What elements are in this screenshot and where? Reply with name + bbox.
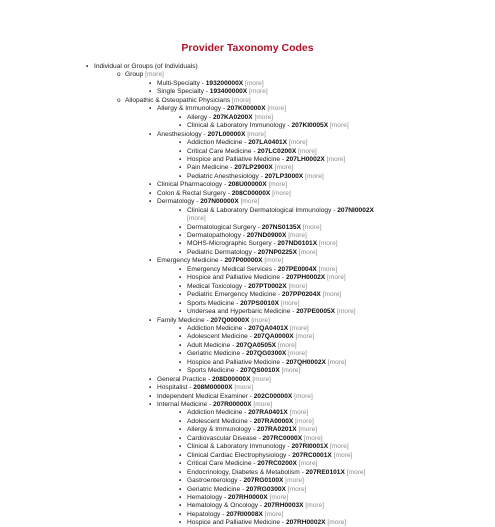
- more-link[interactable]: [more]: [264, 510, 284, 518]
- taxonomy-label: Pediatric Emergency Medicine -: [187, 291, 282, 299]
- taxonomy-label: Sports Medicine -: [187, 367, 241, 375]
- taxonomy-code: 207NP0225X: [257, 248, 297, 256]
- bullet-icon: ▪: [149, 189, 152, 197]
- taxonomy-label: Anesthesiology -: [157, 130, 208, 138]
- taxonomy-code: 207RI0008X: [226, 510, 263, 518]
- taxonomy-label: Independent Medical Examiner -: [157, 392, 254, 400]
- taxonomy-code: 208U00000X: [228, 181, 267, 189]
- bullet-icon: ▪: [149, 384, 152, 392]
- taxonomy-label: Clinical Cardiac Electrophysiology -: [187, 451, 293, 459]
- bullet-icon: ▪: [179, 367, 182, 375]
- bullet-icon: ▪: [179, 510, 182, 518]
- more-link[interactable]: [more]: [327, 274, 346, 282]
- taxonomy-label: Adolescent Medicine -: [187, 333, 254, 341]
- taxonomy-code: 207QA0401X: [248, 324, 289, 332]
- taxonomy-label: Dermatology -: [157, 198, 201, 206]
- taxonomy-label: Adult Medicine -: [187, 341, 237, 349]
- taxonomy-code: 207NS0135X: [261, 223, 301, 231]
- bullet-icon: ▪: [149, 130, 152, 138]
- more-link[interactable]: [more]: [254, 113, 274, 121]
- more-link[interactable]: [more]: [329, 122, 349, 130]
- taxonomy-row: [179, 518, 346, 527]
- taxonomy-code: 207L00000X: [207, 130, 246, 138]
- bullet-icon: ▪: [179, 139, 182, 147]
- more-link[interactable]: [more]: [268, 181, 288, 189]
- more-link[interactable]: [more]: [244, 79, 264, 87]
- taxonomy-code: 202C00000X: [253, 392, 293, 400]
- more-link[interactable]: [more]: [277, 341, 297, 349]
- taxonomy-label: Hospice and Palliative Medicine -: [187, 274, 286, 282]
- taxonomy-code: 207RE0101X: [305, 468, 345, 476]
- taxonomy-code: 207RA0201X: [257, 426, 297, 434]
- taxonomy-code: 207PT0002X: [248, 282, 287, 290]
- bullet-icon: ▪: [179, 434, 182, 442]
- taxonomy-label: Pediatric Anesthesiology -: [187, 172, 265, 180]
- taxonomy-code: 208D00000X: [211, 375, 251, 383]
- bullet-icon: ▪: [149, 79, 152, 87]
- bullet-icon: ▪: [179, 113, 182, 121]
- more-link[interactable]: [more]: [269, 493, 289, 501]
- more-link[interactable]: [more]: [287, 485, 307, 493]
- more-link[interactable]: [more]: [303, 434, 323, 442]
- bullet-icon: ▪: [179, 240, 182, 248]
- taxonomy-code: 207R00000X: [213, 401, 252, 408]
- taxonomy-label: Clinical & Laboratory Immunology -: [187, 443, 292, 451]
- taxonomy-label: General Practice -: [157, 375, 212, 383]
- bullet-icon: ▪: [179, 426, 182, 434]
- taxonomy-code: 207KI0005X: [291, 122, 329, 130]
- bullet-icon: ▪: [179, 308, 182, 316]
- taxonomy-list: [0, 62, 495, 527]
- taxonomy-label: Geriatric Medicine -: [187, 485, 246, 493]
- taxonomy-code: 207Q00000X: [210, 316, 250, 324]
- taxonomy-label: Family Medicine -: [157, 316, 211, 324]
- bullet-icon: ▪: [149, 105, 152, 113]
- taxonomy-code: 207RG0300X: [246, 485, 286, 493]
- taxonomy-label: Cardiovascular Disease -: [187, 434, 263, 442]
- taxonomy-code: 207RC0200X: [257, 460, 297, 468]
- bullet-icon: ▪: [179, 451, 182, 459]
- taxonomy-label: Addiction Medicine -: [187, 139, 249, 147]
- more-link[interactable]: [more]: [298, 426, 318, 434]
- taxonomy-code: 207RG0100X: [243, 477, 284, 485]
- bullet-icon: ▪: [179, 164, 182, 172]
- bullet-icon: ▪: [179, 248, 182, 256]
- taxonomy-label: Individual or Groups (of Individuals): [94, 63, 198, 70]
- taxonomy-label: Hospitalist -: [157, 384, 194, 392]
- taxonomy-label: Hematology -: [187, 493, 229, 501]
- taxonomy-label: Allergy -: [187, 113, 214, 121]
- taxonomy-code: 207PE0004X: [277, 265, 317, 273]
- taxonomy-code: 207RA0401X: [248, 409, 288, 417]
- more-link[interactable]: [more]: [288, 232, 307, 239]
- bullet-icon: ▪: [179, 274, 182, 282]
- taxonomy-code: 207QA0505X: [236, 341, 277, 349]
- more-link[interactable]: [more]: [298, 147, 317, 155]
- bullet-icon: ▪: [179, 443, 182, 451]
- more-link[interactable]: [more]: [295, 333, 315, 341]
- bullet-icon: ▪: [179, 358, 182, 366]
- taxonomy-label: Medical Toxicology -: [187, 282, 249, 290]
- taxonomy-label: Dermatological Surgery -: [187, 223, 262, 231]
- more-link[interactable]: [more]: [327, 358, 347, 366]
- taxonomy-code: 207PH0002X: [285, 274, 326, 282]
- bullet-icon: ▪: [149, 198, 152, 206]
- taxonomy-code: 193200000X: [205, 79, 244, 87]
- more-link[interactable]: [more]: [336, 308, 356, 316]
- more-link[interactable]: [more]: [322, 291, 342, 299]
- taxonomy-label: Single Specialty -: [157, 88, 210, 96]
- bullet-icon: ▪: [179, 172, 182, 180]
- bullet-icon: ▪: [149, 181, 152, 189]
- bullet-icon: ▪: [149, 88, 152, 96]
- taxonomy-label: Emergency Medical Services -: [187, 265, 278, 273]
- taxonomy-code: 207KA0200X: [213, 113, 253, 121]
- taxonomy-label: Hospice and Palliative Medicine -: [187, 519, 286, 527]
- more-link[interactable]: [more]: [327, 519, 347, 527]
- taxonomy-label: Endocrinology, Diabetes & Metabolism -: [187, 468, 306, 476]
- taxonomy-label: Clinical & Laboratory Dermatological Immunology -: [187, 206, 338, 214]
- bullet-icon: ▪: [149, 401, 152, 408]
- taxonomy-code: 207PP0204X: [281, 291, 321, 299]
- bullet-icon: ▪: [179, 350, 182, 358]
- bullet-icon: ▪: [179, 502, 182, 510]
- taxonomy-label: Dermatopathology -: [187, 232, 247, 239]
- taxonomy-code: 207QH0002X: [285, 358, 326, 366]
- taxonomy-label: Emergency Medicine -: [157, 257, 225, 265]
- taxonomy-label: Addiction Medicine -: [187, 409, 249, 417]
- bullet-icon: ▪: [179, 493, 182, 501]
- taxonomy-code: 207RC0001X: [292, 451, 332, 459]
- more-link[interactable]: [more]: [281, 367, 301, 375]
- page-title: Provider Taxonomy Codes: [181, 42, 314, 54]
- taxonomy-label: Colon & Rectal Surgery -: [157, 189, 232, 197]
- more-link[interactable]: [more]: [295, 417, 314, 425]
- taxonomy-label: Multi-Specialty -: [157, 79, 206, 87]
- more-link[interactable]: [more]: [251, 316, 270, 324]
- taxonomy-label: Group: [125, 71, 144, 79]
- bullet-icon: ▪: [179, 122, 182, 130]
- taxonomy-code: 207RH0002X: [285, 519, 326, 527]
- more-link[interactable]: [more]: [326, 155, 346, 163]
- taxonomy-code: 207N00000X: [200, 198, 239, 206]
- bullet-icon: ▪: [179, 291, 182, 299]
- more-link[interactable]: [more]: [318, 265, 338, 273]
- taxonomy-label: Internal Medicine -: [157, 401, 214, 408]
- taxonomy-label: Critical Care Medicine -: [187, 460, 258, 468]
- taxonomy-label: Geriatric Medicine -: [187, 350, 246, 358]
- more-link[interactable]: [more]: [290, 324, 309, 332]
- taxonomy-code: 207RC0000X: [262, 434, 303, 442]
- more-link[interactable]: [more]: [232, 96, 251, 104]
- bullet-icon: ▪: [179, 341, 182, 349]
- taxonomy-code: 207LP3000X: [264, 172, 304, 180]
- taxonomy-label: Allopathic & Osteopathic Physicians: [125, 96, 231, 104]
- taxonomy-code: 207QS0010X: [240, 367, 280, 375]
- bullet-icon: ▪: [179, 223, 182, 231]
- bullet-icon: ▪: [179, 468, 182, 476]
- bullet-icon: ▪: [179, 333, 182, 341]
- more-link[interactable]: [more]: [145, 71, 164, 79]
- more-link[interactable]: [more]: [305, 172, 324, 180]
- more-link[interactable]: [more]: [346, 468, 366, 476]
- more-link[interactable]: [more]: [298, 248, 318, 256]
- more-link[interactable]: [more]: [252, 375, 271, 383]
- more-link[interactable]: [more]: [305, 502, 325, 510]
- taxonomy-code: 207RI0001X: [291, 443, 329, 451]
- bullet-icon: ▪: [179, 324, 182, 332]
- bullet-icon: ▪: [179, 147, 182, 155]
- bullet-icon: ▪: [86, 63, 89, 70]
- taxonomy-label: Hospice and Palliative Medicine -: [187, 358, 286, 366]
- bullet-icon: ▪: [179, 299, 182, 307]
- taxonomy-code: 207LC0200X: [257, 147, 297, 155]
- more-link[interactable]: [more]: [240, 198, 260, 206]
- taxonomy-code: 207NI0002X: [337, 206, 374, 214]
- taxonomy-code: 207PE0005X: [296, 308, 336, 316]
- taxonomy-label: MOHS-Micrographic Surgery -: [187, 240, 278, 248]
- more-link[interactable]: [more]: [333, 451, 353, 459]
- more-link[interactable]: [more]: [289, 409, 309, 417]
- bullet-icon: ▪: [149, 316, 152, 324]
- taxonomy-code: 207RA0000X: [253, 417, 294, 425]
- bullet-icon: ▪: [179, 519, 182, 527]
- more-link[interactable]: [more]: [302, 223, 322, 231]
- bullet-icon: o: [117, 96, 121, 104]
- taxonomy-label: Allergy & Immunology -: [157, 105, 227, 113]
- more-link[interactable]: [more]: [298, 460, 318, 468]
- taxonomy-code: 208M00000X: [193, 384, 233, 392]
- bullet-icon: ▪: [179, 460, 182, 468]
- taxonomy-label: Critical Care Medicine -: [187, 147, 258, 155]
- more-link[interactable]: [more]: [318, 240, 338, 248]
- taxonomy-code: 207LH0002X: [285, 155, 325, 163]
- bullet-icon: ▪: [179, 155, 182, 163]
- more-link[interactable]: [more]: [288, 282, 308, 290]
- bullet-icon: ▪: [179, 477, 182, 485]
- taxonomy-label: Adolescent Medicine -: [187, 417, 254, 425]
- more-link[interactable]: [more]: [247, 130, 266, 138]
- taxonomy-label: Pediatric Dermatology -: [187, 248, 258, 256]
- more-link[interactable]: [more]: [272, 189, 291, 197]
- bullet-icon: ▪: [179, 232, 182, 239]
- bullet-icon: ▪: [149, 375, 152, 383]
- taxonomy-label: Clinical & Laboratory Immunology -: [187, 122, 292, 130]
- taxonomy-code: 208C00000X: [231, 189, 271, 197]
- more-link[interactable]: [more]: [280, 299, 300, 307]
- bullet-icon: ▪: [179, 409, 182, 417]
- more-link[interactable]: [more]: [267, 105, 287, 113]
- more-link[interactable]: [more]: [274, 164, 294, 172]
- taxonomy-code: 207ND0900X: [246, 232, 287, 239]
- more-link[interactable]: [more]: [329, 443, 349, 451]
- bullet-icon: o: [117, 71, 121, 79]
- taxonomy-label: Hematology & Oncology -: [187, 502, 264, 510]
- more-link[interactable]: [more]: [294, 392, 313, 400]
- taxonomy-code: 207LP2900X: [234, 164, 273, 172]
- bullet-icon: ▪: [179, 417, 182, 425]
- more-link[interactable]: [more]: [187, 215, 206, 223]
- taxonomy-code: 207QA0000X: [253, 333, 294, 341]
- bullet-icon: ▪: [179, 206, 182, 214]
- bullet-icon: ▪: [149, 257, 152, 265]
- taxonomy-code: 193400000X: [209, 88, 248, 96]
- taxonomy-row: [179, 206, 374, 215]
- bullet-icon: ▪: [179, 485, 182, 493]
- more-link[interactable]: [more]: [253, 401, 273, 408]
- more-link[interactable]: [more]: [264, 257, 284, 265]
- taxonomy-label: Undersea and Hyperbaric Medicine -: [187, 308, 297, 316]
- taxonomy-label: Sports Medicine -: [187, 299, 241, 307]
- taxonomy-label: Clinical Pharmacology -: [157, 181, 229, 189]
- taxonomy-label: Hepatology -: [187, 510, 227, 518]
- more-link[interactable]: [more]: [234, 384, 254, 392]
- taxonomy-code: 207QG0300X: [246, 350, 287, 358]
- taxonomy-code: 207PS0010X: [240, 299, 280, 307]
- more-link[interactable]: [more]: [288, 139, 308, 147]
- bullet-icon: ▪: [149, 392, 152, 400]
- taxonomy-code: 207LA0401X: [248, 139, 288, 147]
- taxonomy-label: Pain Medicine -: [187, 164, 235, 172]
- taxonomy-label: Allergy & Immunology -: [187, 426, 257, 434]
- taxonomy-label: Addiction Medicine -: [187, 324, 249, 332]
- taxonomy-label: Hospice and Palliative Medicine -: [187, 155, 286, 163]
- taxonomy-code: 207RH0000X: [228, 493, 268, 501]
- taxonomy-code: 207P00000X: [224, 257, 263, 265]
- bullet-icon: ▪: [179, 282, 182, 290]
- taxonomy-code: 207RH0003X: [263, 502, 304, 510]
- more-link[interactable]: [more]: [285, 477, 304, 485]
- bullet-icon: ▪: [179, 265, 182, 273]
- taxonomy-code: 207K00000X: [227, 105, 266, 113]
- taxonomy-code: 207ND0101X: [277, 240, 318, 248]
- more-link[interactable]: [more]: [249, 88, 268, 96]
- more-link[interactable]: [more]: [288, 350, 307, 358]
- taxonomy-label: Gastroenterology -: [187, 477, 244, 485]
